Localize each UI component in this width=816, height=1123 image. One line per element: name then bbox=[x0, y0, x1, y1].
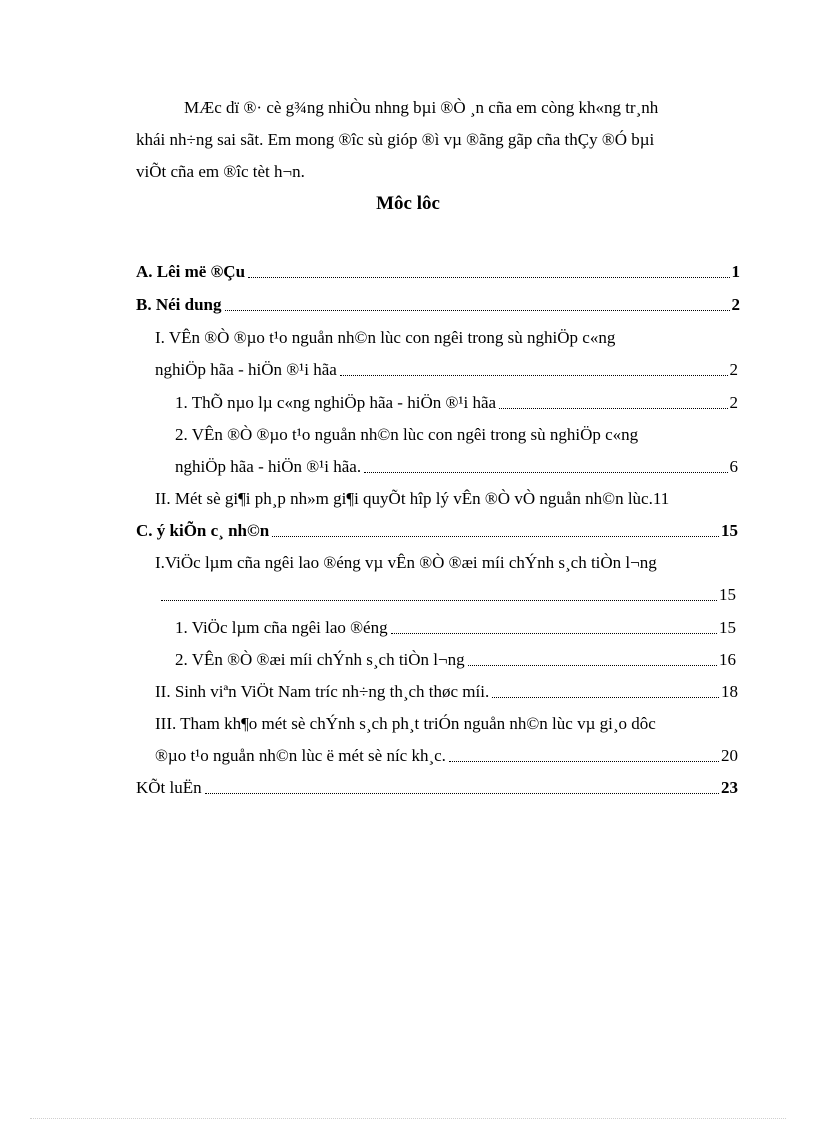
toc-entry-text: III. Tham kh¶o mét sè chÝnh s¸ch ph¸t triÓn nguån nh©n lùc vµ gi¸o dôc bbox=[155, 714, 656, 733]
toc-entry: 1. ViÖc lµm cña ngêi lao ®éng 15 bbox=[175, 618, 736, 637]
toc-entry: II. Sinh viªn ViÖt Nam tríc nh÷ng th¸ch thøc míi. 18 bbox=[155, 682, 738, 701]
toc-entry: II. Mét sè gi¶i ph¸p nh»m gi¶i quyÕt hîp lý vÊn ®Ò vÒ nguån nh©n lùc. 11 bbox=[155, 489, 670, 508]
toc-entry: 15 bbox=[158, 585, 736, 605]
intro-line: khái nh÷ng sai sãt. Em mong ®îc sù gióp ®ì vµ ®ãng gãp cña thÇy ®Ó bµi bbox=[136, 130, 655, 149]
toc-entry-text: 2. VÊn ®Ò ®µo t¹o nguån nh©n lùc con ngêi trong sù nghiÖp c«ng bbox=[175, 425, 639, 444]
toc-title: Môc lôc bbox=[376, 193, 440, 214]
toc-entry: 1. ThÕ nµo lµ c«ng nghiÖp hãa - hiÖn ®¹i hãa 2 bbox=[175, 393, 738, 412]
page-footer-rule bbox=[30, 1118, 786, 1119]
toc-entry: A. Lêi më ®Çu 1 bbox=[136, 262, 740, 281]
intro-line: MÆc dï ®· cè g¾ng nhiÒu nhng bµi ®Ò ¸n cña em còng kh«ng tr¸nh bbox=[184, 98, 659, 117]
toc-entry: C. ý kiÕn c¸ nh©n 15 bbox=[136, 521, 738, 540]
toc-entry: nghiÖp hãa - hiÖn ®¹i hãa. 6 bbox=[175, 457, 738, 476]
toc-entry: KÕt luËn 23 bbox=[136, 778, 738, 797]
toc-entry: 2. VÊn ®Ò ®æi míi chÝnh s¸ch tiÒn l¬ng 16 bbox=[175, 650, 736, 669]
toc-entry-text: I. VÊn ®Ò ®µo t¹o nguån nh©n lùc con ngêi trong sù nghiÖp c«ng bbox=[155, 328, 616, 347]
toc-entry: B. Néi dung 2 bbox=[136, 295, 740, 314]
toc-entry: nghiÖp hãa - hiÖn ®¹i hãa 2 bbox=[155, 360, 738, 379]
intro-line: viÕt cña em ®îc tèt h¬n. bbox=[136, 162, 305, 181]
toc-entry-text: I.ViÖc lµm cña ngêi lao ®éng vµ vÊn ®Ò ®æi míi chÝnh s¸ch tiÒn l¬ng bbox=[155, 553, 657, 572]
toc-entry: ®µo t¹o nguån nh©n lùc ë mét sè níc kh¸c. 20 bbox=[155, 746, 738, 765]
